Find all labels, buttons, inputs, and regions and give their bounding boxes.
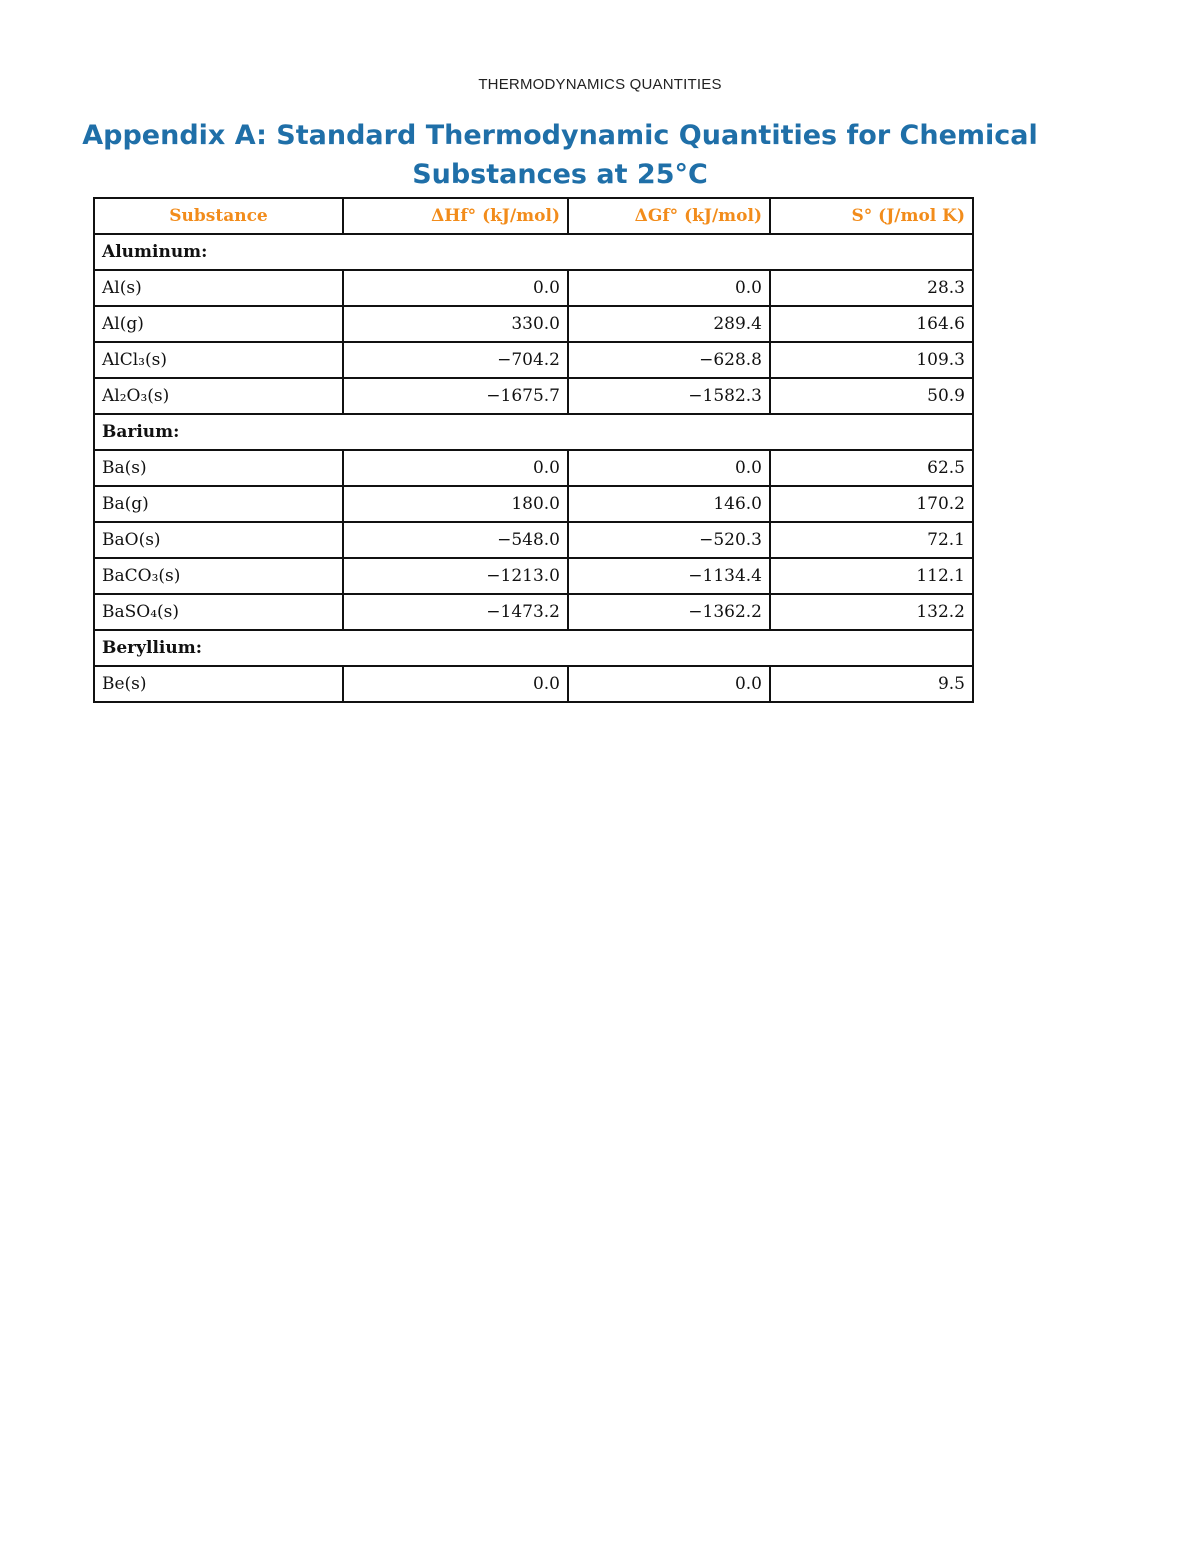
cell-enthalpy: −1473.2 xyxy=(343,594,568,630)
column-header-enthalpy: ΔHf° (kJ/mol) xyxy=(343,198,568,234)
cell-substance: BaO(s) xyxy=(94,522,343,558)
cell-gibbs: −1134.4 xyxy=(568,558,770,594)
cell-entropy: 164.6 xyxy=(770,306,973,342)
cell-enthalpy: 0.0 xyxy=(343,450,568,486)
group-label: Barium: xyxy=(94,414,973,450)
cell-entropy: 28.3 xyxy=(770,270,973,306)
thermodynamic-table xyxy=(93,197,974,703)
column-header-substance: Substance xyxy=(94,198,343,234)
cell-enthalpy: −1213.0 xyxy=(343,558,568,594)
cell-enthalpy: −704.2 xyxy=(343,342,568,378)
cell-substance: Al(g) xyxy=(94,306,343,342)
table-body xyxy=(94,234,973,702)
group-row xyxy=(94,234,973,270)
table-row xyxy=(94,378,973,414)
group-row xyxy=(94,414,973,450)
cell-enthalpy: 330.0 xyxy=(343,306,568,342)
cell-gibbs: −520.3 xyxy=(568,522,770,558)
table-row xyxy=(94,522,973,558)
cell-substance: BaCO₃(s) xyxy=(94,558,343,594)
table-row xyxy=(94,558,973,594)
cell-gibbs: −1362.2 xyxy=(568,594,770,630)
cell-gibbs: 0.0 xyxy=(568,450,770,486)
cell-gibbs: 289.4 xyxy=(568,306,770,342)
table-row xyxy=(94,594,973,630)
table-row xyxy=(94,306,973,342)
cell-entropy: 170.2 xyxy=(770,486,973,522)
cell-enthalpy: −548.0 xyxy=(343,522,568,558)
column-header-gibbs: ΔGf° (kJ/mol) xyxy=(568,198,770,234)
cell-gibbs: 0.0 xyxy=(568,270,770,306)
table-header-row xyxy=(94,198,973,234)
cell-entropy: 50.9 xyxy=(770,378,973,414)
column-header-entropy: S° (J/mol K) xyxy=(770,198,973,234)
title-line-2: Substances at 25°C xyxy=(412,159,708,190)
cell-substance: Ba(s) xyxy=(94,450,343,486)
cell-entropy: 62.5 xyxy=(770,450,973,486)
group-label: Beryllium: xyxy=(94,630,973,666)
cell-entropy: 72.1 xyxy=(770,522,973,558)
running-header: THERMODYNAMICS QUANTITIES xyxy=(478,76,722,93)
cell-entropy: 132.2 xyxy=(770,594,973,630)
cell-entropy: 112.1 xyxy=(770,558,973,594)
cell-gibbs: −628.8 xyxy=(568,342,770,378)
cell-entropy: 9.5 xyxy=(770,666,973,702)
table-row xyxy=(94,486,973,522)
table-row xyxy=(94,450,973,486)
cell-enthalpy: 180.0 xyxy=(343,486,568,522)
cell-substance: Al(s) xyxy=(94,270,343,306)
cell-substance: AlCl₃(s) xyxy=(94,342,343,378)
cell-enthalpy: −1675.7 xyxy=(343,378,568,414)
table-row xyxy=(94,342,973,378)
cell-gibbs: 146.0 xyxy=(568,486,770,522)
title-line-1: Appendix A: Standard Thermodynamic Quantities for Chemical xyxy=(82,120,1038,151)
cell-substance: Be(s) xyxy=(94,666,343,702)
cell-substance: Al₂O₃(s) xyxy=(94,378,343,414)
table-row xyxy=(94,666,973,702)
cell-substance: BaSO₄(s) xyxy=(94,594,343,630)
group-row xyxy=(94,630,973,666)
group-label: Aluminum: xyxy=(94,234,973,270)
cell-enthalpy: 0.0 xyxy=(343,270,568,306)
cell-substance: Ba(g) xyxy=(94,486,343,522)
cell-gibbs: 0.0 xyxy=(568,666,770,702)
table-row xyxy=(94,270,973,306)
document-title xyxy=(60,116,1060,194)
cell-enthalpy: 0.0 xyxy=(343,666,568,702)
cell-gibbs: −1582.3 xyxy=(568,378,770,414)
cell-entropy: 109.3 xyxy=(770,342,973,378)
